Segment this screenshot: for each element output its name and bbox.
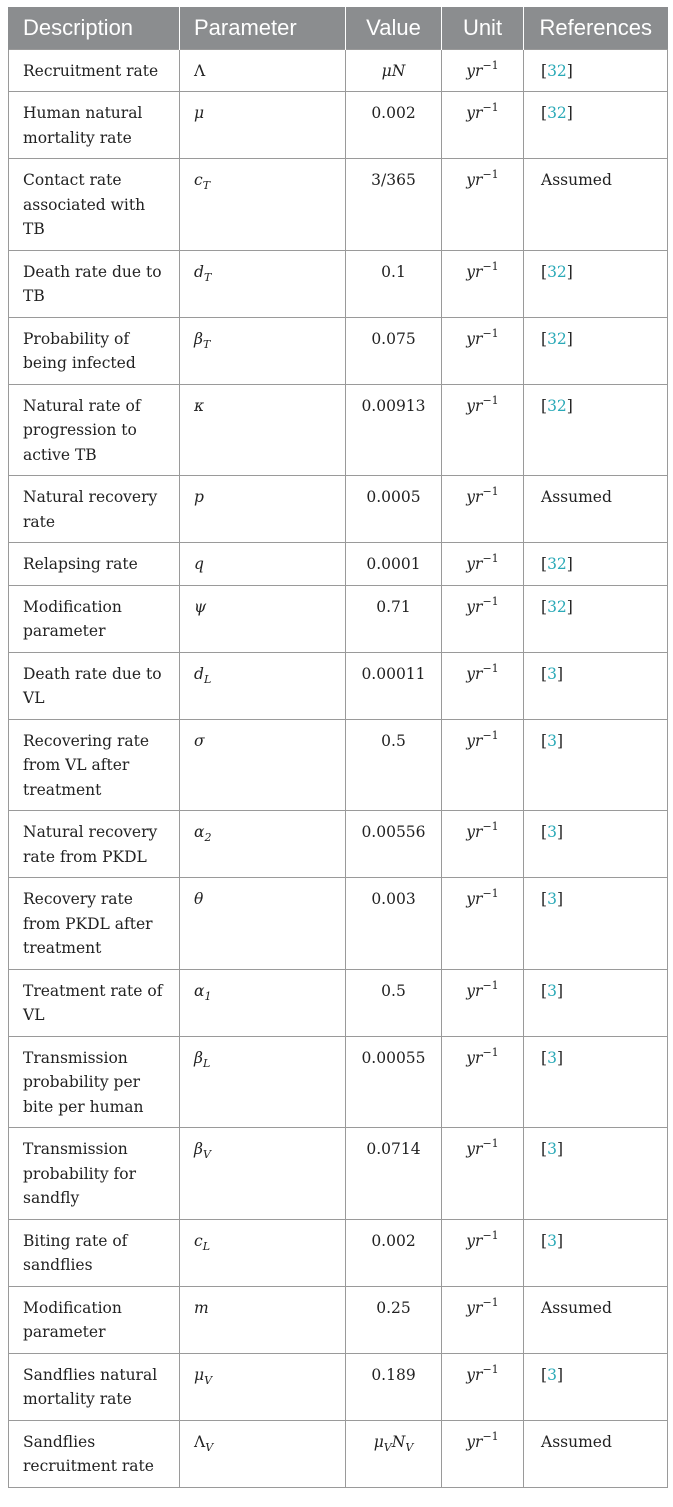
unit-exponent: −1 [482,1429,499,1443]
parameter-cell [180,1219,346,1286]
reference-cell [524,159,668,251]
reference-link[interactable]: 32 [547,555,567,573]
value-text-2: N [391,1432,406,1451]
unit-cell [442,49,524,92]
description-cell: Contact rate associated with TB [9,159,180,251]
description-cell: Probability of being infected [9,317,180,384]
parameter-subscript: 1 [204,989,212,1003]
reference-cell [524,878,668,970]
bracket-open: [ [541,1365,548,1384]
parameter-symbol: μ [194,104,205,122]
description-cell: Relapsing rate [9,543,180,586]
reference-cell [524,719,668,811]
bracket-close: ] [566,329,573,348]
parameter-subscript: L [202,1056,211,1070]
unit-exponent: −1 [482,1137,499,1150]
table-row [9,878,668,970]
table-row [9,317,668,384]
bracket-open: [ [541,981,548,1000]
parameter-symbol: Λ [194,61,206,80]
table-row [9,49,668,92]
parameter-cell [180,49,346,92]
parameter-subscript: V [202,1148,211,1161]
value-text: μ [373,1432,384,1451]
reference-link[interactable]: 3 [547,1231,557,1250]
unit-cell [442,92,524,159]
value-cell [346,1036,442,1128]
value-subscript: V [383,1440,392,1454]
parameter-cell [180,317,346,384]
reference-cell [524,969,668,1036]
reference-cell [524,92,668,159]
reference-cell [524,1128,668,1220]
reference-link[interactable]: 32 [547,104,567,122]
description-cell: Modification parameter [9,1286,180,1353]
parameter-subscript: T [202,337,211,351]
unit-exponent: −1 [482,393,499,407]
parameter-symbol: ψ [194,597,207,616]
table-row [9,1219,668,1286]
parameter-cell [180,652,346,719]
unit-cell [442,543,524,586]
unit-exponent: −1 [482,326,499,340]
header-parameter: Parameter [180,7,346,49]
header-value: Value [346,7,442,49]
value-text: 0.71 [376,597,411,616]
value-cell [346,543,442,586]
unit-exponent: −1 [482,1045,499,1059]
bracket-close: ] [556,890,563,908]
bracket-close: ] [556,731,563,750]
value-text: 0.00055 [361,1048,426,1067]
value-cell [346,969,442,1036]
reference-cell [524,317,668,384]
parameter-subscript: V [205,1440,214,1454]
unit-cell [442,159,524,251]
reference-cell [524,250,668,317]
value-text: 0.075 [371,329,416,348]
reference-cell [524,652,668,719]
unit-exponent: −1 [482,1295,499,1309]
reference-link[interactable]: 32 [547,262,567,281]
table-row [9,92,668,159]
reference-link[interactable]: 3 [547,890,557,908]
value-text: μN [381,61,406,80]
reference-link[interactable]: 32 [547,329,567,348]
parameter-symbol: q [194,555,204,573]
unit-cell [442,652,524,719]
table-header [9,7,668,49]
value-cell [346,719,442,811]
parameter-cell [180,476,346,543]
parameter-symbol: d [194,262,204,281]
table-row [9,585,668,652]
header-description: Description [9,7,180,49]
description-cell: Biting rate of sandflies [9,1219,180,1286]
reference-link[interactable]: 3 [547,664,557,683]
reference-link[interactable]: 32 [547,61,567,80]
unit-cell [442,1128,524,1220]
bracket-open: [ [541,61,548,80]
table-row [9,652,668,719]
unit-cell [442,719,524,811]
parameter-symbol: α [194,823,205,841]
unit-base: yr [466,1298,483,1317]
parameter-cell [180,811,346,878]
table-row [9,159,668,251]
unit-exponent: −1 [482,1228,499,1242]
parameter-symbol: β [194,329,203,348]
unit-cell [442,1219,524,1286]
value-text: 0.00011 [361,664,426,683]
bracket-close: ] [566,262,573,281]
unit-base: yr [466,104,483,122]
parameter-symbol: c [194,1231,203,1250]
bracket-open: [ [541,396,548,415]
parameter-symbol: α [194,981,205,1000]
value-cell [346,1353,442,1420]
value-text: 0.0001 [366,555,421,573]
value-text: 0.002 [371,1231,416,1250]
unit-base: yr [466,488,483,506]
bracket-open: [ [541,555,548,573]
description-cell: Transmission probability for sandfly [9,1128,180,1220]
description-cell: Natural recovery rate [9,476,180,543]
unit-base: yr [466,664,483,683]
unit-exponent: −1 [482,552,499,565]
value-cell [346,1420,442,1487]
reference-link[interactable]: 3 [547,1365,557,1384]
reference-cell [524,384,668,476]
unit-base: yr [466,396,483,415]
value-cell [346,652,442,719]
parameter-subscript: T [203,270,212,284]
reference-cell [524,811,668,878]
parameter-cell [180,1286,346,1353]
reference-link[interactable]: 3 [547,1140,557,1158]
unit-exponent: −1 [482,259,499,273]
parameter-symbol: Λ [194,1432,206,1451]
table-row [9,1353,668,1420]
bracket-close: ] [566,597,573,616]
bracket-open: [ [541,262,548,281]
bracket-open: [ [541,1048,548,1067]
bracket-close: ] [566,396,573,415]
unit-base: yr [466,329,483,348]
value-cell [346,159,442,251]
reference-cell [524,1353,668,1420]
bracket-open: [ [541,1231,548,1250]
value-cell [346,250,442,317]
unit-exponent: −1 [482,728,499,742]
unit-cell [442,585,524,652]
reference-cell [524,476,668,543]
value-cell [346,1219,442,1286]
unit-cell [442,1420,524,1487]
bracket-open: [ [541,890,548,908]
parameter-symbol: β [194,1048,203,1067]
unit-base: yr [466,61,483,80]
value-text: 0.002 [371,104,416,122]
unit-cell [442,969,524,1036]
table-row [9,476,668,543]
value-cell [346,384,442,476]
value-text: 3/365 [371,171,416,189]
unit-exponent: −1 [482,594,499,608]
bracket-close: ] [556,981,563,1000]
unit-base: yr [466,731,483,750]
unit-base: yr [466,555,483,573]
description-cell: Death rate due to VL [9,652,180,719]
description-cell: Recovery rate from PKDL after treatment [9,878,180,970]
description-cell: Treatment rate of VL [9,969,180,1036]
bracket-open: [ [541,731,548,750]
bracket-open: [ [541,104,548,122]
reference-cell [524,49,668,92]
unit-exponent: −1 [482,168,499,181]
value-cell [346,585,442,652]
unit-cell [442,250,524,317]
bracket-close: ] [556,1140,563,1158]
parameter-cell [180,1353,346,1420]
unit-cell [442,384,524,476]
bracket-open: [ [541,823,548,841]
parameter-cell [180,1128,346,1220]
unit-cell [442,476,524,543]
unit-cell [442,811,524,878]
description-cell: Human natural mortality rate [9,92,180,159]
value-cell [346,317,442,384]
value-text: 0.5 [381,981,406,1000]
value-cell [346,476,442,543]
value-text: 0.25 [376,1298,411,1317]
value-text: 0.0714 [366,1140,421,1158]
value-cell [346,811,442,878]
unit-exponent: −1 [482,661,499,675]
value-subscript-2: V [405,1440,414,1454]
unit-cell [442,1353,524,1420]
reference-cell [524,1286,668,1353]
description-cell: Sandflies recruitment rate [9,1420,180,1487]
bracket-close: ] [566,555,573,573]
parameter-subscript: T [202,179,211,192]
unit-exponent: −1 [482,101,499,114]
value-text: 0.00556 [361,823,426,841]
value-cell [346,1286,442,1353]
parameter-cell [180,1420,346,1487]
parameter-cell [180,92,346,159]
table-body [9,49,668,1487]
parameter-symbol: p [194,488,204,506]
value-text: 0.1 [381,262,406,281]
value-cell [346,49,442,92]
reference-cell [524,543,668,586]
parameter-cell [180,585,346,652]
reference-link[interactable]: 3 [547,731,557,750]
reference-cell [524,1036,668,1128]
description-cell: Death rate due to TB [9,250,180,317]
unit-base: yr [466,171,483,189]
value-text: 0.0005 [366,488,421,506]
unit-base: yr [466,1048,483,1067]
value-cell [346,878,442,970]
parameter-symbol: σ [194,731,205,750]
unit-cell [442,878,524,970]
value-text: 0.00913 [361,396,426,415]
table-row [9,719,668,811]
table-row [9,969,668,1036]
bracket-close: ] [566,104,573,122]
reference-link[interactable]: 3 [547,823,557,841]
reference-link[interactable]: 3 [547,1048,557,1067]
description-cell: Transmission probability per bite per human [9,1036,180,1128]
header-row [9,7,668,49]
table-row [9,384,668,476]
bracket-close: ] [566,61,573,80]
bracket-close: ] [556,1365,563,1384]
unit-cell [442,317,524,384]
parameter-symbol: θ [194,890,204,908]
bracket-open: [ [541,597,548,616]
table-row [9,250,668,317]
parameter-cell [180,159,346,251]
bracket-close: ] [556,1231,563,1250]
table-row [9,1128,668,1220]
parameter-table [8,7,668,1488]
parameter-subscript: 2 [204,831,212,844]
unit-exponent: −1 [482,58,499,72]
description-cell: Recruitment rate [9,49,180,92]
unit-exponent: −1 [482,978,499,992]
parameter-cell [180,1036,346,1128]
unit-base: yr [466,597,483,616]
parameter-symbol: m [194,1298,209,1317]
reference-link[interactable]: 32 [547,597,567,616]
parameter-symbol: κ [194,396,205,415]
unit-exponent: −1 [482,820,499,833]
header-references: References [524,7,668,49]
reference-link[interactable]: 32 [547,396,567,415]
reference-text: Assumed [541,488,612,506]
value-text: 0.5 [381,731,406,750]
table-row [9,1286,668,1353]
parameter-cell [180,543,346,586]
reference-text: Assumed [541,171,612,189]
table-row [9,811,668,878]
parameter-cell [180,384,346,476]
value-cell [346,1128,442,1220]
unit-base: yr [466,262,483,281]
bracket-open: [ [541,1140,548,1158]
unit-exponent: −1 [482,1362,499,1376]
unit-base: yr [466,1365,483,1384]
header-unit: Unit [442,7,524,49]
unit-base: yr [466,890,483,908]
parameter-symbol: d [194,664,204,683]
bracket-open: [ [541,664,548,683]
reference-text: Assumed [541,1298,612,1317]
parameter-subscript: L [202,1239,210,1253]
parameter-cell [180,250,346,317]
unit-base: yr [466,1140,483,1158]
reference-cell [524,1420,668,1487]
description-cell: Sandflies natural mortality rate [9,1353,180,1420]
value-text: 0.189 [371,1365,416,1384]
unit-exponent: −1 [482,887,499,900]
description-cell: Modification parameter [9,585,180,652]
bracket-close: ] [556,823,563,841]
unit-cell [442,1286,524,1353]
unit-base: yr [466,823,483,841]
parameter-cell [180,719,346,811]
description-cell: Recovering rate from VL after treatment [9,719,180,811]
reference-link[interactable]: 3 [547,981,557,1000]
table-row [9,1420,668,1487]
unit-cell [442,1036,524,1128]
table-row [9,543,668,586]
unit-base: yr [466,1432,483,1451]
parameter-cell [180,969,346,1036]
bracket-close: ] [556,1048,563,1067]
reference-cell [524,585,668,652]
reference-text: Assumed [541,1432,612,1451]
parameter-symbol: μ [194,1365,205,1384]
value-cell [346,92,442,159]
parameter-symbol: c [194,171,203,189]
bracket-open: [ [541,329,548,348]
unit-base: yr [466,981,483,1000]
parameter-subscript: L [203,672,212,686]
unit-base: yr [466,1231,483,1250]
reference-cell [524,1219,668,1286]
parameter-symbol: β [194,1140,203,1158]
description-cell: Natural recovery rate from PKDL [9,811,180,878]
table-row [9,1036,668,1128]
unit-exponent: −1 [482,485,499,498]
description-cell: Natural rate of progression to active TB [9,384,180,476]
value-text: 0.003 [371,890,416,908]
bracket-close: ] [556,664,563,683]
parameter-cell [180,878,346,970]
parameter-subscript: V [204,1373,213,1387]
